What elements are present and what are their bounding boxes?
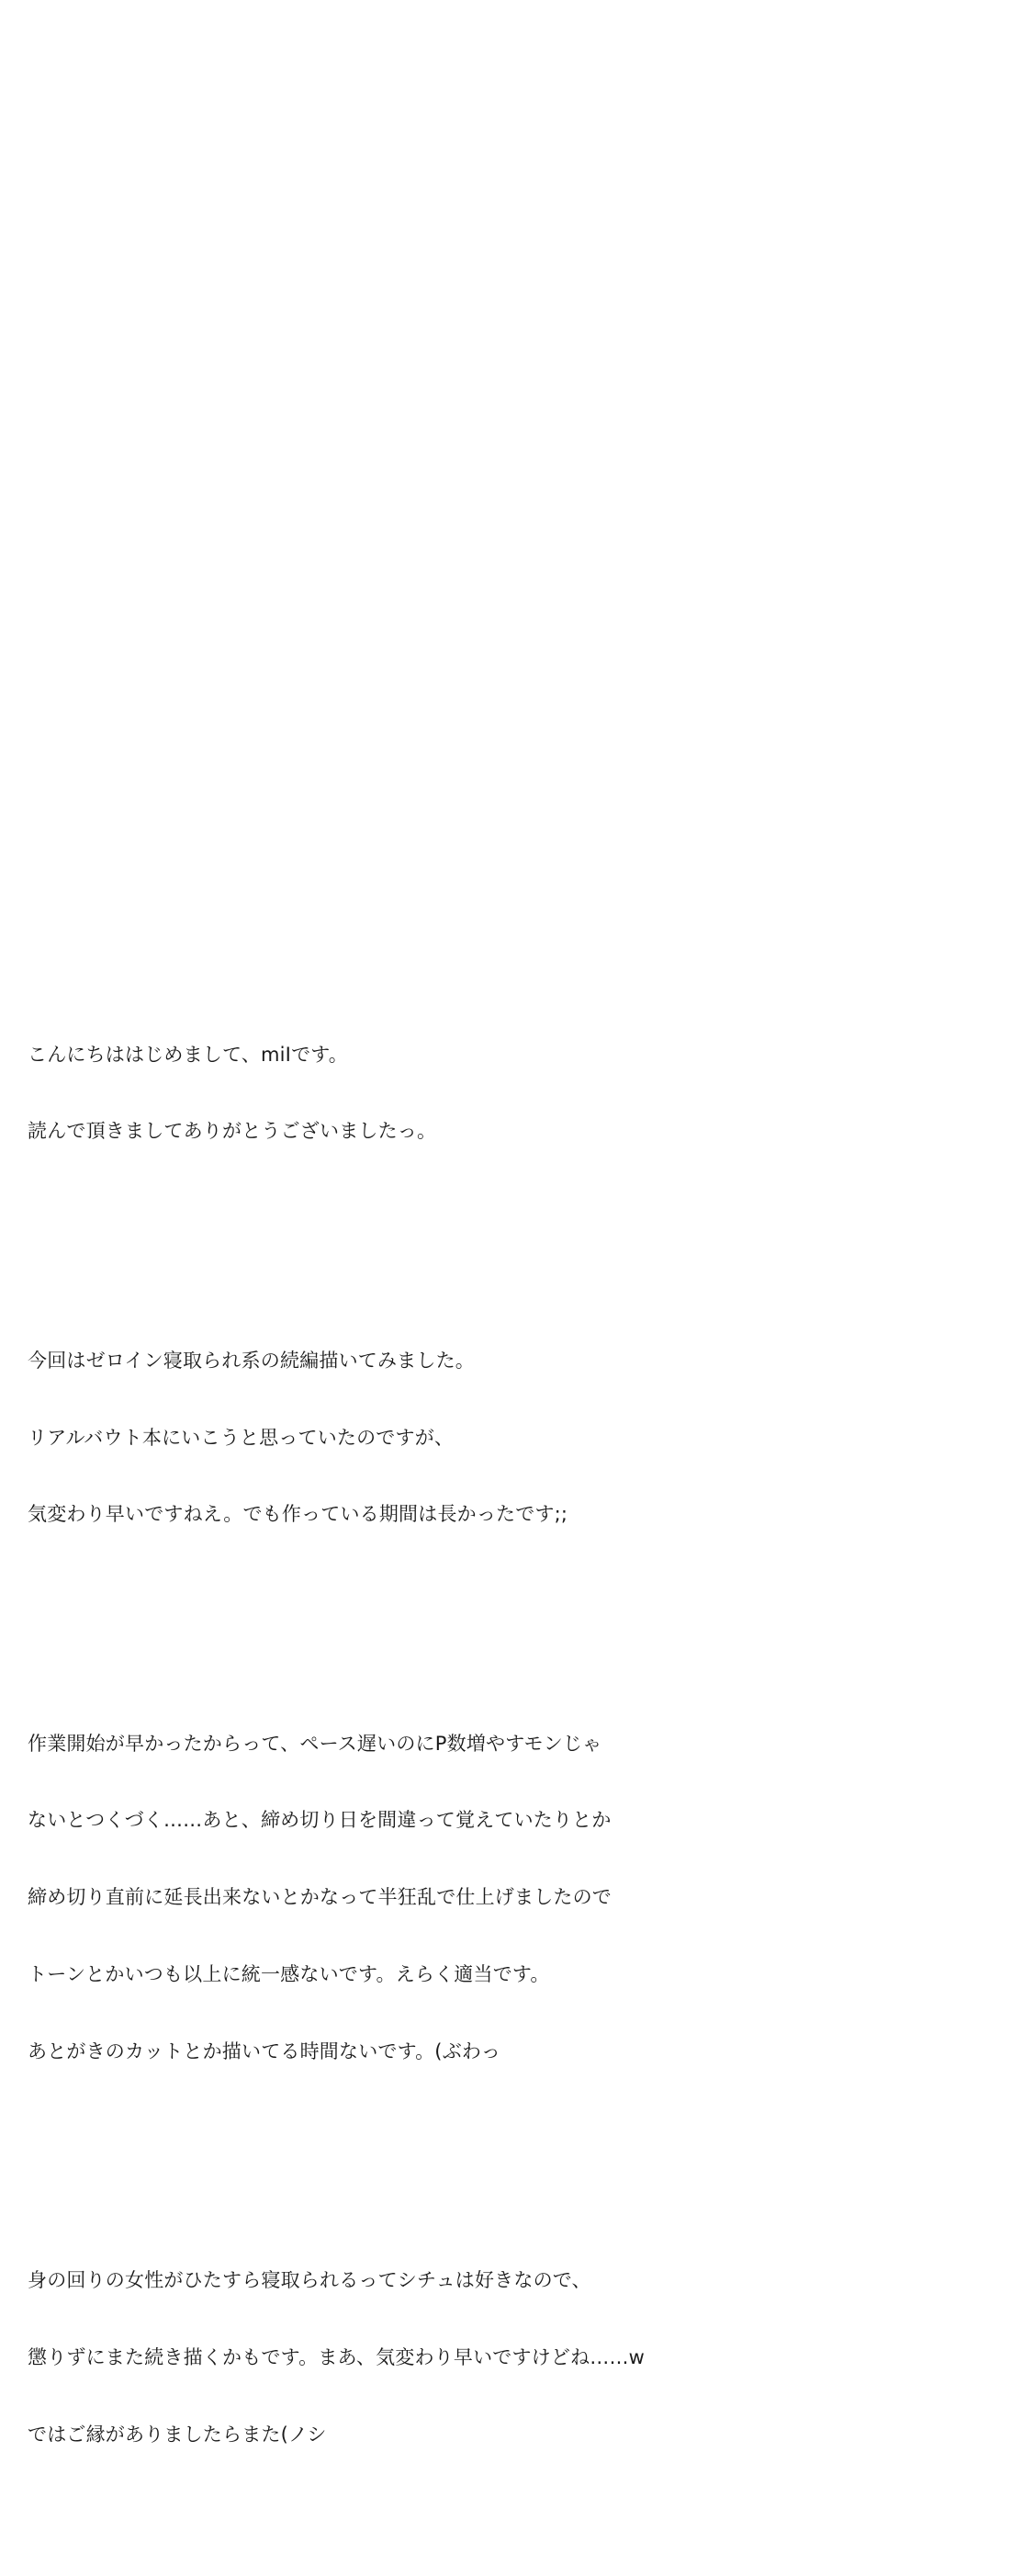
afterword-line: 読んで頂きましてありがとうございましたっ。: [28, 1120, 437, 1143]
afterword-line: 気変わり早いですねえ。でも作っている期間は長かったです;;: [28, 1503, 568, 1526]
afterword-paragraph: [28, 1297, 1001, 1579]
afterword-line: ないとつくづく……あと、締め切り日を間違って覚えていたりとか: [28, 1809, 612, 1832]
afterword-line: 締め切り直前に延長出来ないとかなって半狂乱で仕上げましたので: [28, 1886, 612, 1909]
afterword-paragraph: [28, 1680, 1001, 2117]
afterword-line: トーンとかいつも以上に統一感ないです。えらく適当です。: [28, 1962, 550, 1985]
afterword-line: こんにちははじめまして、miIです。: [28, 1043, 348, 1066]
afterword-line: ではご縁がありましたらまた(ノシ: [28, 2423, 327, 2446]
afterword-paragraph: [28, 991, 1001, 1196]
afterword-text-block: [28, 914, 1001, 2576]
afterword-line: リアルバウト本にいこうと思っていたのですが、: [28, 1426, 455, 1449]
afterword-line: あとがきのカットとか描いてる時間ないです。(ぶわっ: [28, 2039, 501, 2062]
afterword-line: 懲りずにまた続き描くかもです。まあ、気変わり早いですけどね……w: [28, 2345, 646, 2368]
afterword-line: 作業開始が早かったからって、ペース遅いのにP数増やすモンじゃ: [28, 1732, 602, 1755]
afterword-line: 身の回りの女性がひたすら寝取られるってシチュは好きなので、: [28, 2269, 591, 2292]
afterword-line: 今回はゼロイン寝取られ系の続編描いてみました。: [28, 1349, 475, 1372]
afterword-paragraph: [28, 2217, 1001, 2499]
